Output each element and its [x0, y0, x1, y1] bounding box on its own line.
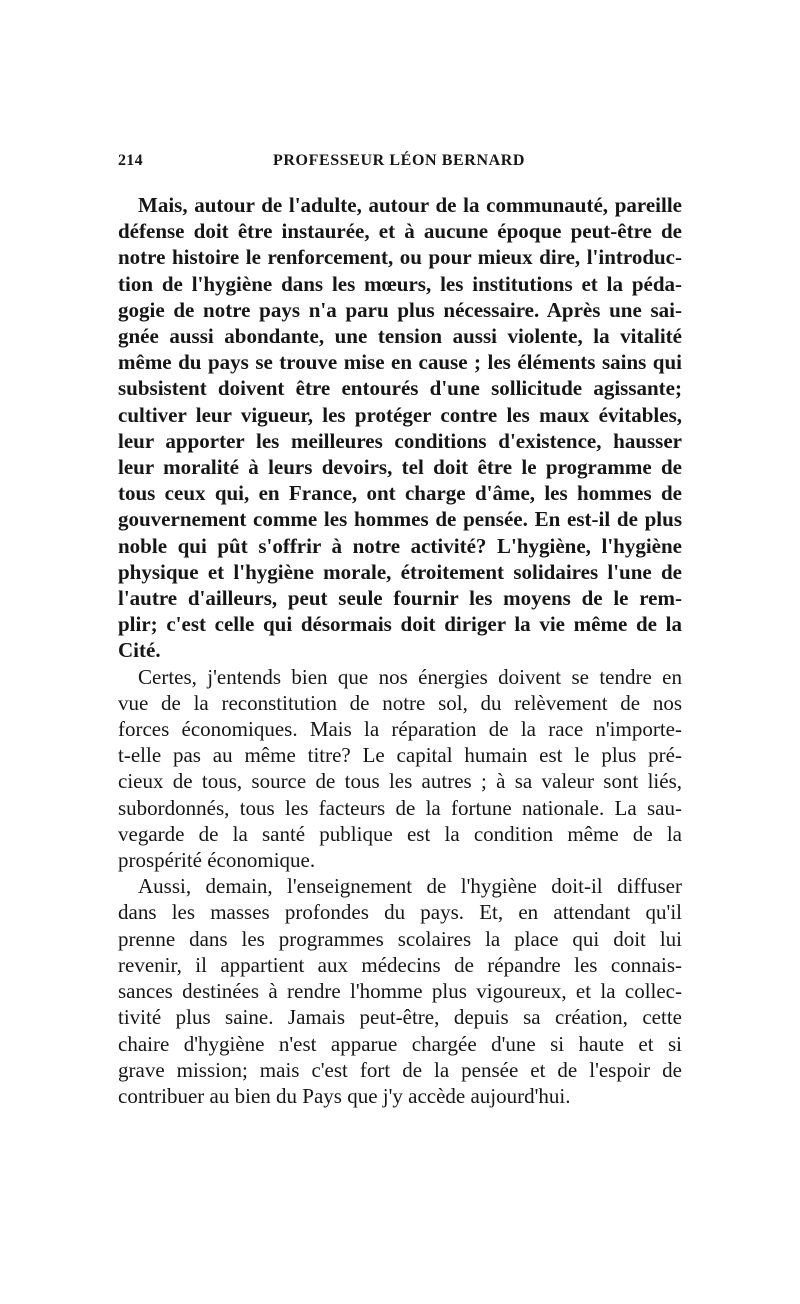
- text-line: prospérité économique.: [118, 848, 316, 873]
- text-line: gogie de notre pays n'a paru plus nécessaire. Après une sai-: [118, 297, 682, 322]
- text-line: tion de l'hygiène dans les mœurs, les institutions et la péda-: [118, 271, 682, 296]
- text-line: plir; c'est celle qui désormais doit diriger la vie même de la: [118, 612, 682, 637]
- running-title: PROFESSEUR LÉON BERNARD: [273, 152, 526, 169]
- paragraph: [118, 192, 682, 664]
- text-line: leur moralité à leurs devoirs, tel doit être le programme de: [118, 455, 682, 480]
- text-line: noble qui pût s'offrir à notre activité? L'hygiène, l'hygiène: [118, 533, 682, 558]
- text-line: cieux de tous, source de tous les autres ; à sa valeur sont liés,: [118, 769, 682, 794]
- text-line: sances destinées à rendre l'homme plus vigoureux, et la collec-: [118, 979, 682, 1004]
- page-header: [118, 152, 682, 178]
- text-line: gouvernement comme les hommes de pensée. En est-il de plus: [118, 507, 682, 532]
- text-line: même du pays se trouve mise en cause ; les éléments sains qui: [118, 350, 682, 375]
- text-line: Mais, autour de l'adulte, autour de la communauté, pareille: [138, 193, 682, 217]
- text-line: Certes, j'entends bien que nos énergies doivent se tendre en: [138, 664, 682, 689]
- text-line: l'autre d'ailleurs, peut seule fournir les moyens de le rem-: [118, 586, 682, 611]
- text-line: grave mission; mais c'est fort de la pensée et de l'espoir de: [118, 1057, 682, 1082]
- text-line: t-elle pas au même titre? Le capital humain est le plus pré-: [118, 743, 682, 768]
- text-line: prenne dans les programmes scolaires la place qui doit lui: [118, 926, 682, 951]
- text-line: subsistent doivent être entourés d'une sollicitude agissante;: [118, 376, 682, 401]
- text-line: vegarde de la santé publique est la condition même de la: [118, 821, 682, 846]
- text-line: gnée aussi abondante, une tension aussi violente, la vitalité: [118, 324, 682, 349]
- text-line: subordonnés, tous les facteurs de la fortune nationale. La sau-: [118, 795, 682, 820]
- text-line: tivité plus saine. Jamais peut-être, depuis sa création, cette: [118, 1005, 682, 1030]
- text-line: défense doit être instaurée, et à aucune époque peut-être de: [118, 219, 682, 244]
- text-line: tous ceux qui, en France, ont charge d'âme, les hommes de: [118, 481, 682, 506]
- text-line: chaire d'hygiène n'est apparue chargée d'une si haute et si: [118, 1031, 682, 1056]
- paragraph: [118, 664, 682, 874]
- page-number: 214: [118, 152, 143, 169]
- text-line: leur apporter les meilleures conditions d'existence, hausser: [118, 428, 682, 453]
- text-line: Cité.: [118, 638, 161, 663]
- text-line: forces économiques. Mais la réparation de la race n'importe-: [118, 717, 682, 742]
- text-line: cultiver leur vigueur, les protéger contre les maux évitables,: [118, 402, 682, 427]
- text-line: vue de la reconstitution de notre sol, du relèvement de nos: [118, 690, 682, 715]
- text-line: physique et l'hygiène morale, étroitement solidaires l'une de: [118, 559, 682, 584]
- body-text: [118, 192, 682, 1109]
- text-line: revenir, il appartient aux médecins de répandre les connais-: [118, 952, 682, 977]
- text-line: contribuer au bien du Pays que j'y accède aujourd'hui.: [118, 1083, 571, 1108]
- text-line: notre histoire le renforcement, ou pour mieux dire, l'introduc-: [118, 245, 682, 270]
- paragraph: [118, 873, 682, 1109]
- text-line: dans les masses profondes du pays. Et, en attendant qu'il: [118, 900, 682, 925]
- text-line: Aussi, demain, l'enseignement de l'hygiène doit-il diffuser: [138, 874, 682, 899]
